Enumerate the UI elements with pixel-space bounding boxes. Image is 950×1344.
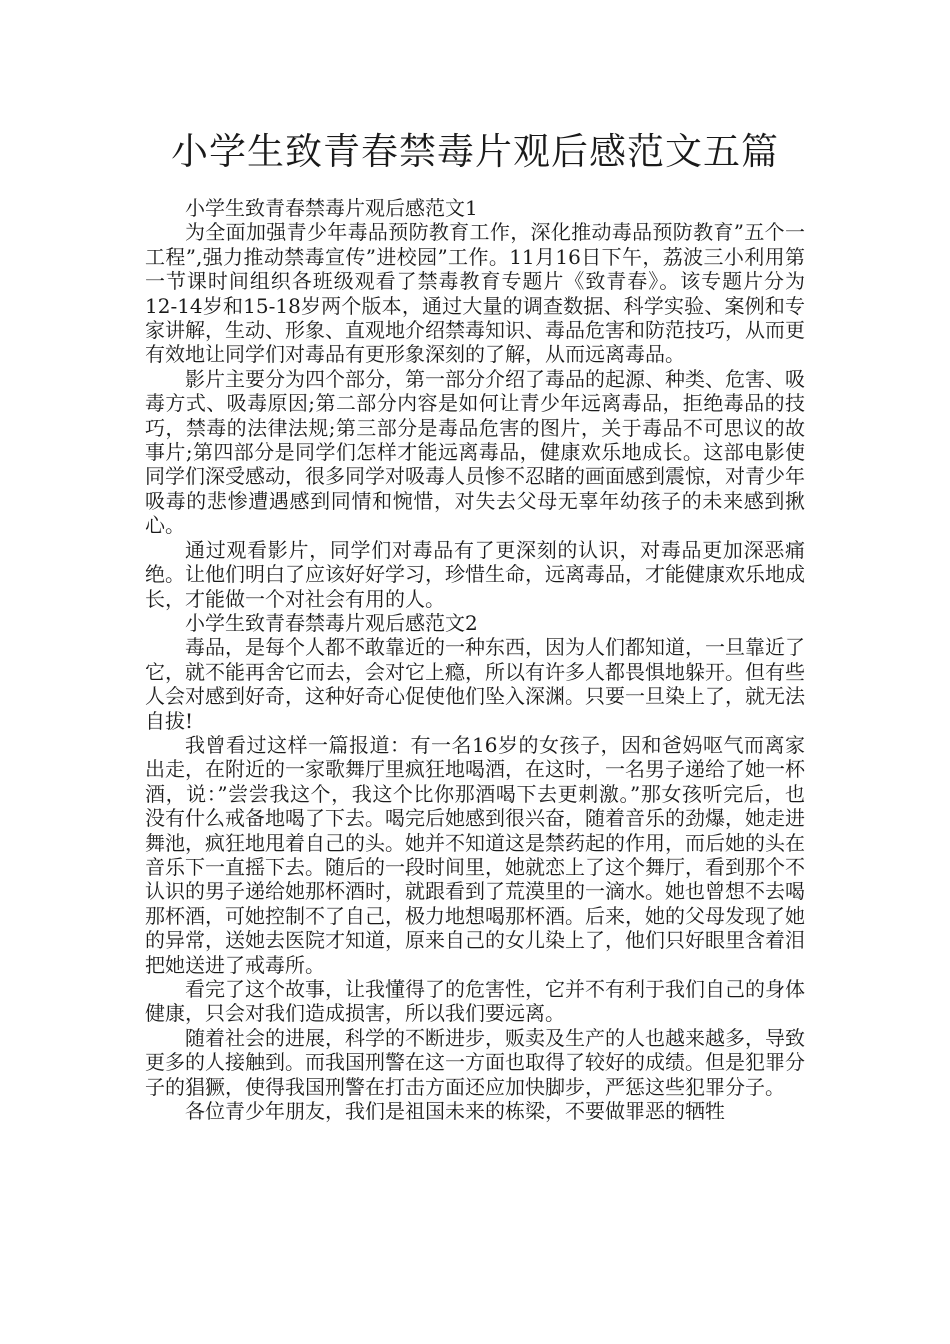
- document-title: 小学生致青春禁毒片观后感范文五篇: [171, 130, 779, 173]
- section-heading-1: 小学生致青春禁毒片观后感范文1: [185, 196, 478, 220]
- paragraph: 为全面加强青少年毒品预防教育工作，深化推动毒品预防教育”五个一工程”,强力推动禁毒宣传”进校园”工作。11月16日下午，荔波三小利用第一节课时间组织各班级观看了禁毒教育专题片《致青春》。该专题片分为12-14岁和15-18岁两个版本，通过大量的调查数据、科学实验、案例和专家讲解，生动、形象、直观地介绍禁毒知识、毒品危害和防范技巧，从而更有效地让同学们对毒品有更形象深刻的了解，从而远离毒品。: [145, 220, 805, 367]
- paragraph: 随着社会的进展，科学的不断进步，贩卖及生产的人也越来越多，导致更多的人接触到。而我国刑警在这一方面也取得了较好的成绩。但是犯罪分子的猖獗，使得我国刑警在打击方面还应加快脚步，严惩这些犯罪分子。: [145, 1025, 805, 1099]
- paragraph: 看完了这个故事，让我懂得了的危害性，它并不有利于我们自己的身体健康，只会对我们造成损害，所以我们要远离。: [145, 977, 805, 1026]
- paragraph: 毒品，是每个人都不敢靠近的一种东西，因为人们都知道，一旦靠近了它，就不能再舍它而去，会对它上瘾，所以有许多人都畏惧地躲开。但有些人会对感到好奇，这种好奇心促使他们坠入深渊。只要一旦染上了，就无法自拔!: [145, 635, 805, 733]
- document-body: [145, 196, 805, 1123]
- paragraph: 影片主要分为四个部分，第一部分介绍了毒品的起源、种类、危害、吸毒方式、吸毒原因;第二部分内容是如何让青少年远离毒品，拒绝毒品的技巧，禁毒的法律法规;第三部分是毒品危害的图片，关于毒品不可思议的故事片;第四部分是同学们怎样才能远离毒品，健康欢乐地成长。这部电影使同学们深受感动，很多同学对吸毒人员惨不忍睹的画面感到震惊，对青少年吸毒的悲惨遭遇感到同情和惋惜，对失去父母无辜年幼孩子的未来感到揪心。: [145, 366, 805, 538]
- paragraph: 通过观看影片，同学们对毒品有了更深刻的认识，对毒品更加深恶痛绝。让他们明白了应该好好学习，珍惜生命，远离毒品，才能健康欢乐地成长，才能做一个对社会有用的人。: [145, 537, 805, 611]
- section-heading-2: 小学生致青春禁毒片观后感范文2: [185, 610, 478, 635]
- paragraph: 各位青少年朋友，我们是祖国未来的栋梁，不要做罪恶的牺牲: [185, 1099, 725, 1124]
- paragraph: 我曾看过这样一篇报道：有一名16岁的女孩子，因和爸妈呕气而离家出走，在附近的一家歌舞厅里疯狂地喝酒，在这时，一名男子递给了她一杯酒，说：”尝尝我这个，我这个比你那酒喝下去更刺激。”那女孩听完后，也没有什么戒备地喝了下去。喝完后她感到很兴奋，随着音乐的劲爆，她走进舞池，疯狂地甩着自己的头。她并不知道这是禁药起的作用，而后她的头在音乐下一直摇下去。随后的一段时间里，她就恋上了这个舞厅，看到那个不认识的男子递给她那杯酒时，就跟看到了荒漠里的一滴水。她也曾想不去喝那杯酒，可她控制不了自己，极力地想喝那杯酒。后来，她的父母发现了她的异常，送她去医院才知道，原来自己的女儿染上了，他们只好眼里含着泪把她送进了戒毒所。: [145, 732, 805, 977]
